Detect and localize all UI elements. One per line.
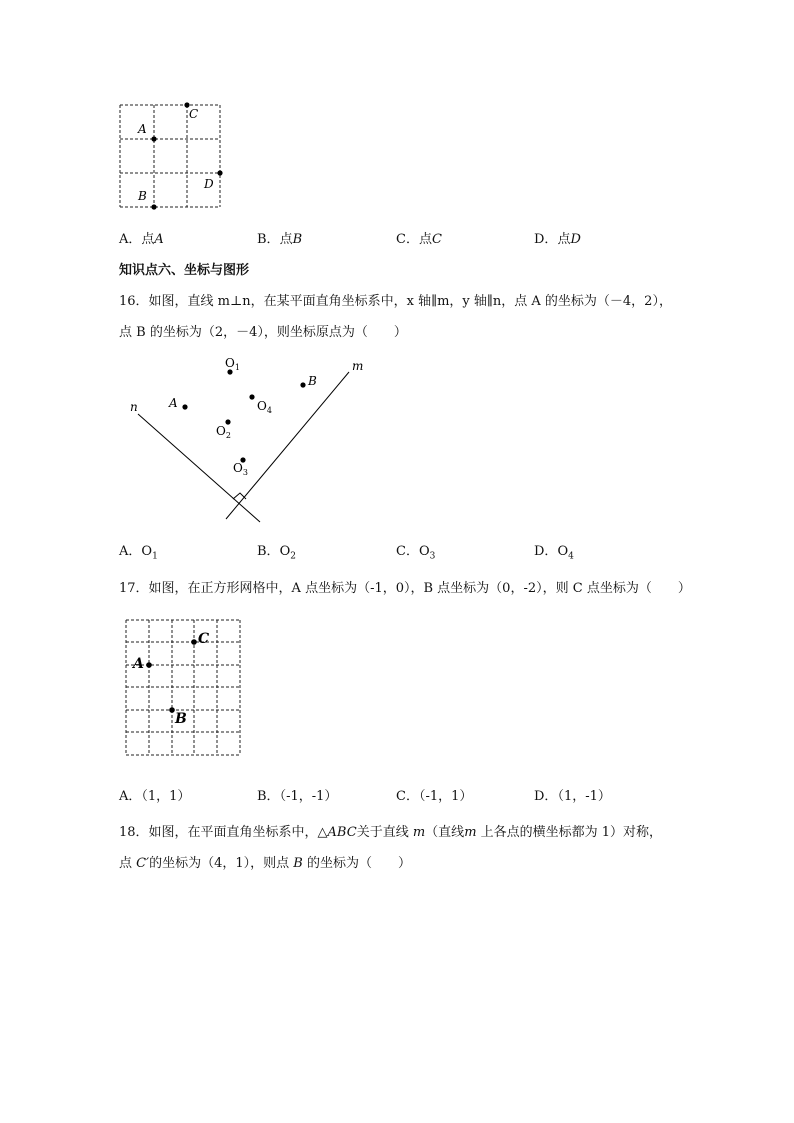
point-a <box>182 404 187 409</box>
label-c: C <box>198 631 210 647</box>
option-var: D <box>570 232 581 247</box>
option-letter: B． <box>257 232 280 247</box>
point-b <box>300 382 305 387</box>
q18-part: 的坐标为（ ） <box>306 856 411 871</box>
option-letter: C． <box>396 544 419 559</box>
q18-var-m: m <box>412 825 426 840</box>
section-heading: 知识点六、坐标与图形 <box>119 263 250 278</box>
q15-option-d[interactable] <box>534 228 581 247</box>
option-text: 点 <box>418 232 432 247</box>
label-m: m <box>352 359 364 373</box>
option-base: O <box>141 544 153 559</box>
point-c <box>191 639 197 645</box>
q18-text-line1 <box>119 821 662 840</box>
q15-option-a[interactable] <box>119 228 164 247</box>
option-letter: B． <box>257 544 280 559</box>
q17-option-a[interactable] <box>119 785 190 804</box>
label-a: A <box>138 122 147 136</box>
option-letter: D． <box>534 789 558 804</box>
option-base: O <box>418 544 430 559</box>
q16-option-d[interactable] <box>534 540 574 562</box>
q18-var-b: B <box>293 856 303 871</box>
q18-part: 关于直线 <box>356 825 409 840</box>
option-text: 点 <box>279 232 293 247</box>
label-a: A <box>133 656 144 672</box>
point-o2 <box>225 419 230 424</box>
label-b: B <box>175 711 187 727</box>
option-letter: D． <box>534 232 558 247</box>
label-a: A <box>169 396 178 410</box>
q18-text-line2 <box>119 852 411 871</box>
option-letter: D． <box>534 544 558 559</box>
q18-var-abc: ABC <box>327 825 357 840</box>
q16-text-line1: 16．如图，直线 m⊥n，在某平面直角坐标系中，x 轴∥m，y 轴∥n，点 A 的坐标为（－4，2）， <box>119 294 672 309</box>
option-sub: 3 <box>429 551 436 562</box>
q18-part: 18．如图，在平面直角坐标系中，△ <box>119 825 328 840</box>
q17-grid-figure <box>120 614 246 762</box>
q16-text-line2: 点 B 的坐标为（2，－4），则坐标原点为（ ） <box>119 325 407 340</box>
option-letter: C． <box>396 789 419 804</box>
q18-part: 点 <box>119 856 133 871</box>
q18-part: （直线 <box>425 825 465 840</box>
option-sub: 2 <box>290 551 296 562</box>
option-letter: A． <box>119 789 142 804</box>
option-var: B <box>292 232 303 247</box>
q18-var-c-prime: C′ <box>136 856 150 871</box>
point-b <box>151 204 156 209</box>
option-text: （1，-1） <box>557 789 611 804</box>
q15-option-c[interactable] <box>396 228 442 247</box>
label-o2: $O_2$ <box>216 424 231 440</box>
q17-option-c[interactable] <box>396 785 472 804</box>
option-var: A <box>154 232 164 247</box>
label-o3: $O_3$ <box>233 461 248 477</box>
option-sub: 1 <box>152 551 158 562</box>
option-text: （1，1） <box>141 789 191 804</box>
q16-figure <box>120 350 370 530</box>
q16-option-b[interactable] <box>257 540 296 562</box>
point-a <box>151 136 156 141</box>
q17-text-line1: 17．如图，在正方形网格中，A 点坐标为（-1，0），B 点坐标为（0，-2），则 C 点坐标为（ ） <box>119 581 691 596</box>
option-text: 点 <box>141 232 155 247</box>
label-d: D <box>204 177 214 191</box>
point-b <box>169 707 175 713</box>
option-base: O <box>279 544 291 559</box>
option-sub: 4 <box>568 551 574 562</box>
option-var: C <box>431 232 442 247</box>
q16-option-c[interactable] <box>396 540 435 562</box>
option-letter: A． <box>119 544 142 559</box>
option-base: O <box>557 544 569 559</box>
point-d <box>217 170 222 175</box>
label-c: C <box>189 107 199 121</box>
q16-option-a[interactable] <box>119 540 158 562</box>
label-b: B <box>308 374 317 388</box>
option-letter: B． <box>257 789 280 804</box>
point-o1 <box>227 369 232 374</box>
q15-grid-figure <box>112 98 230 216</box>
q17-option-b[interactable] <box>257 785 337 804</box>
q18-var-m: m <box>464 825 477 840</box>
q18-part: 的坐标为（4，1），则点 <box>149 856 290 871</box>
point-a <box>146 662 152 668</box>
label-o4: $O_4$ <box>257 399 272 415</box>
q17-option-d[interactable] <box>534 785 611 804</box>
label-n: n <box>130 400 138 414</box>
label-o1: $O_1$ <box>225 356 240 372</box>
option-text: （-1，-1） <box>279 789 338 804</box>
q18-part: 上各点的横坐标都为 1）对称， <box>480 825 663 840</box>
label-b: B <box>138 189 147 203</box>
option-letter: A． <box>119 232 142 247</box>
option-letter: C． <box>396 232 419 247</box>
option-text: （-1，1） <box>418 789 473 804</box>
option-text: 点 <box>557 232 571 247</box>
point-o4 <box>249 394 254 399</box>
q15-option-b[interactable] <box>257 228 302 247</box>
